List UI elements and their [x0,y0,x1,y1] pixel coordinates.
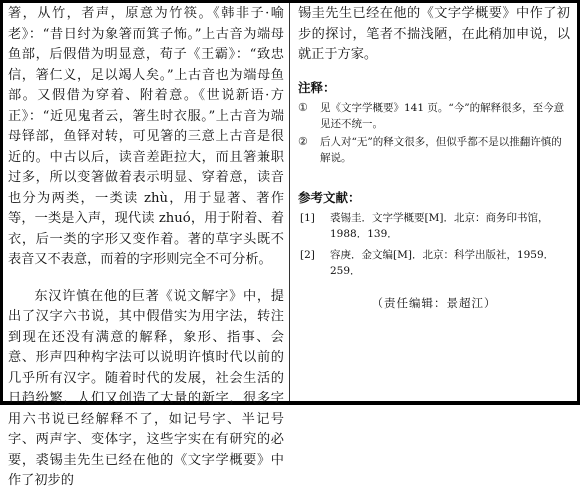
body-paragraph-2: 东汉许慎在他的巨著《说文解字》中，提出了汉字六书说，其中假借实为用字法，转注到现在还没有满意的解释，象形、指事、会意、形声四种构字法可以说明许慎时代以前的几乎所有汉字。随着时代的发展，社会生活的日趋纷繁，人们又创造了大量的新字，很多字用六书说已经解释不了，如记号字、半记号字、两声字、变体字，这些字实在有研究的必要，裘锡圭先生已经在他的《文字学概要》中作了初步的 [8,288,284,488]
body-paragraph-1: 箸，从竹，者声，原意为竹筷。《韩非子·喻老》：“昔日纣为象箸而箕子怖。”上古音为端母鱼部，后假借为明显意，荀子《王霸》：“致忠信，箸仁义，足以竭人矣。”上古音也为端母鱼部。又假借为穿着、附着意。《世说新语·方正》：“近见鬼者云，箸生时衣服。”上古音为端母铎部，鱼铎对转，可见箸的三意上古音是很近的。中古以后，读音差距拉大，而且箸兼职过多，所以变箸做着表示明显、穿着意，读音也分为两类，一类读 zhù，用于显著、著作等，一类是入声，现代读 zhuó，用于附着、着衣，后一类的字形又变作着。著的草字头既不表音又不表意，而着的字形则完全不可分析。 [8,6,284,267]
note-item [298,100,570,132]
page-border-left [0,0,3,405]
references-heading: 参考文献： [298,189,361,205]
note-marker: ② [298,134,308,148]
column-divider [289,3,290,401]
references-list [298,210,570,279]
responsible-editor: （责任编辑：景超江） [371,295,497,310]
body-paragraph-continuation: 锡圭先生已经在他的《文字学概要》中作了初步的探讨，笔者不揣浅陋，在此稍加申说，以就正于方家。 [298,6,570,62]
reference-marker: [2] [300,248,315,261]
reference-text: 裘锡圭．文字学概要[M]．北京：商务印书馆，1988．139． [330,211,549,240]
page-border-top [0,0,580,3]
reference-item [298,210,570,242]
right-column [298,4,570,311]
note-item [298,134,570,166]
notes-heading: 注释： [298,79,336,95]
note-text: 后人对“无”的释文很多，但似乎都不是以推翻许慎的解说。 [320,135,562,164]
left-column [8,4,284,492]
note-marker: ① [298,100,308,114]
reference-text: 容庚．金文编[M]．北京：科学出版社，1959．259． [330,248,555,277]
note-text: 见《文字学概要》141 页。“今”的解释很多，至今意见还不统一。 [320,101,565,130]
reference-item [298,247,570,279]
notes-list [298,100,570,166]
reference-marker: [1] [300,211,315,224]
